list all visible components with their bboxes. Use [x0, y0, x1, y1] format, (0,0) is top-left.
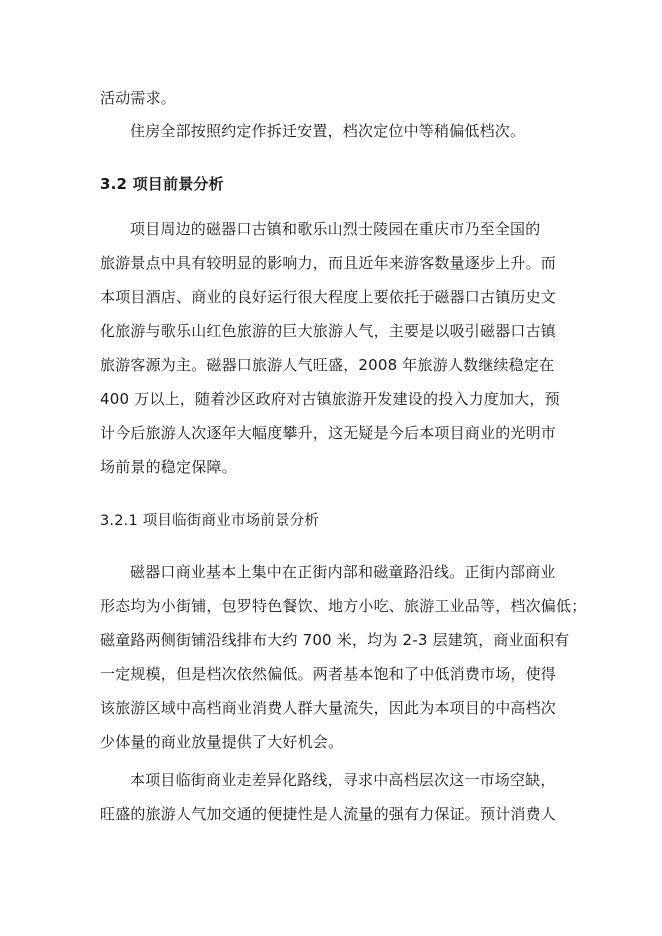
section-paragraph-line: 场前景的稳定保障。 [100, 458, 237, 476]
section-heading: 3.2 项目前景分析 [100, 175, 224, 193]
subsection-paragraph-line: 一定规模，但是档次依然偏低。两者基本饱和了中低消费市场，使得 [100, 665, 557, 683]
subsection-paragraph-line: 少体量的商业放量提供了大好机会。 [100, 733, 344, 751]
section-paragraph-line: 化旅游与歌乐山红色旅游的巨大旅游人气，主要是以吸引磁器口古镇 [100, 322, 557, 340]
section-paragraph-line: 项目周边的磁器口古镇和歌乐山烈士陵园在重庆市乃至全国的 [130, 220, 541, 238]
section-paragraph-line: 400 万以上，随着沙区政府对古镇旅游开发建设的投入力度加大，预 [100, 390, 560, 408]
section-paragraph-line: 旅游景点中具有较明显的影响力，而且近年来游客数量逐步上升。而 [100, 254, 557, 272]
intro-line-2: 住房全部按照约定作拆迁安置，档次定位中等稍偏低档次。 [130, 122, 526, 140]
subsection-paragraph-line: 本项目临街商业走差异化路线，寻求中高档层次这一市场空缺， [130, 771, 556, 789]
subsection-paragraph-line: 磁器口商业基本上集中在正街内部和磁童路沿线。正街内部商业 [130, 563, 556, 581]
subsection-paragraph-line: 该旅游区域中高档商业消费人群大量流失，因此为本项目的中高档次 [100, 699, 557, 717]
section-paragraph-line: 本项目酒店、商业的良好运行很大程度上要依托于磁器口古镇历史文 [100, 288, 557, 306]
subsection-paragraph-line: 旺盛的旅游人气加交通的便捷性是人流量的强有力保证。预计消费人 [100, 805, 557, 823]
subsection-paragraph-line: 磁童路两侧街铺沿线排布大约 700 米，均为 2-3 层建筑，商业面积有 [100, 631, 570, 649]
subsection-heading: 3.2.1 项目临街商业市场前景分析 [100, 513, 320, 529]
intro-line-1: 活动需求。 [100, 89, 177, 107]
subsection-paragraph-line: 形态均为小街铺，包罗特色餐饮、地方小吃、旅游工业品等，档次偏低； [100, 597, 587, 615]
section-paragraph-line: 旅游客源为主。磁器口旅游人气旺盛，2008 年旅游人数继续稳定在 [100, 356, 555, 374]
section-paragraph-line: 计今后旅游人次逐年大幅度攀升，这无疑是今后本项目商业的光明市 [100, 424, 557, 442]
